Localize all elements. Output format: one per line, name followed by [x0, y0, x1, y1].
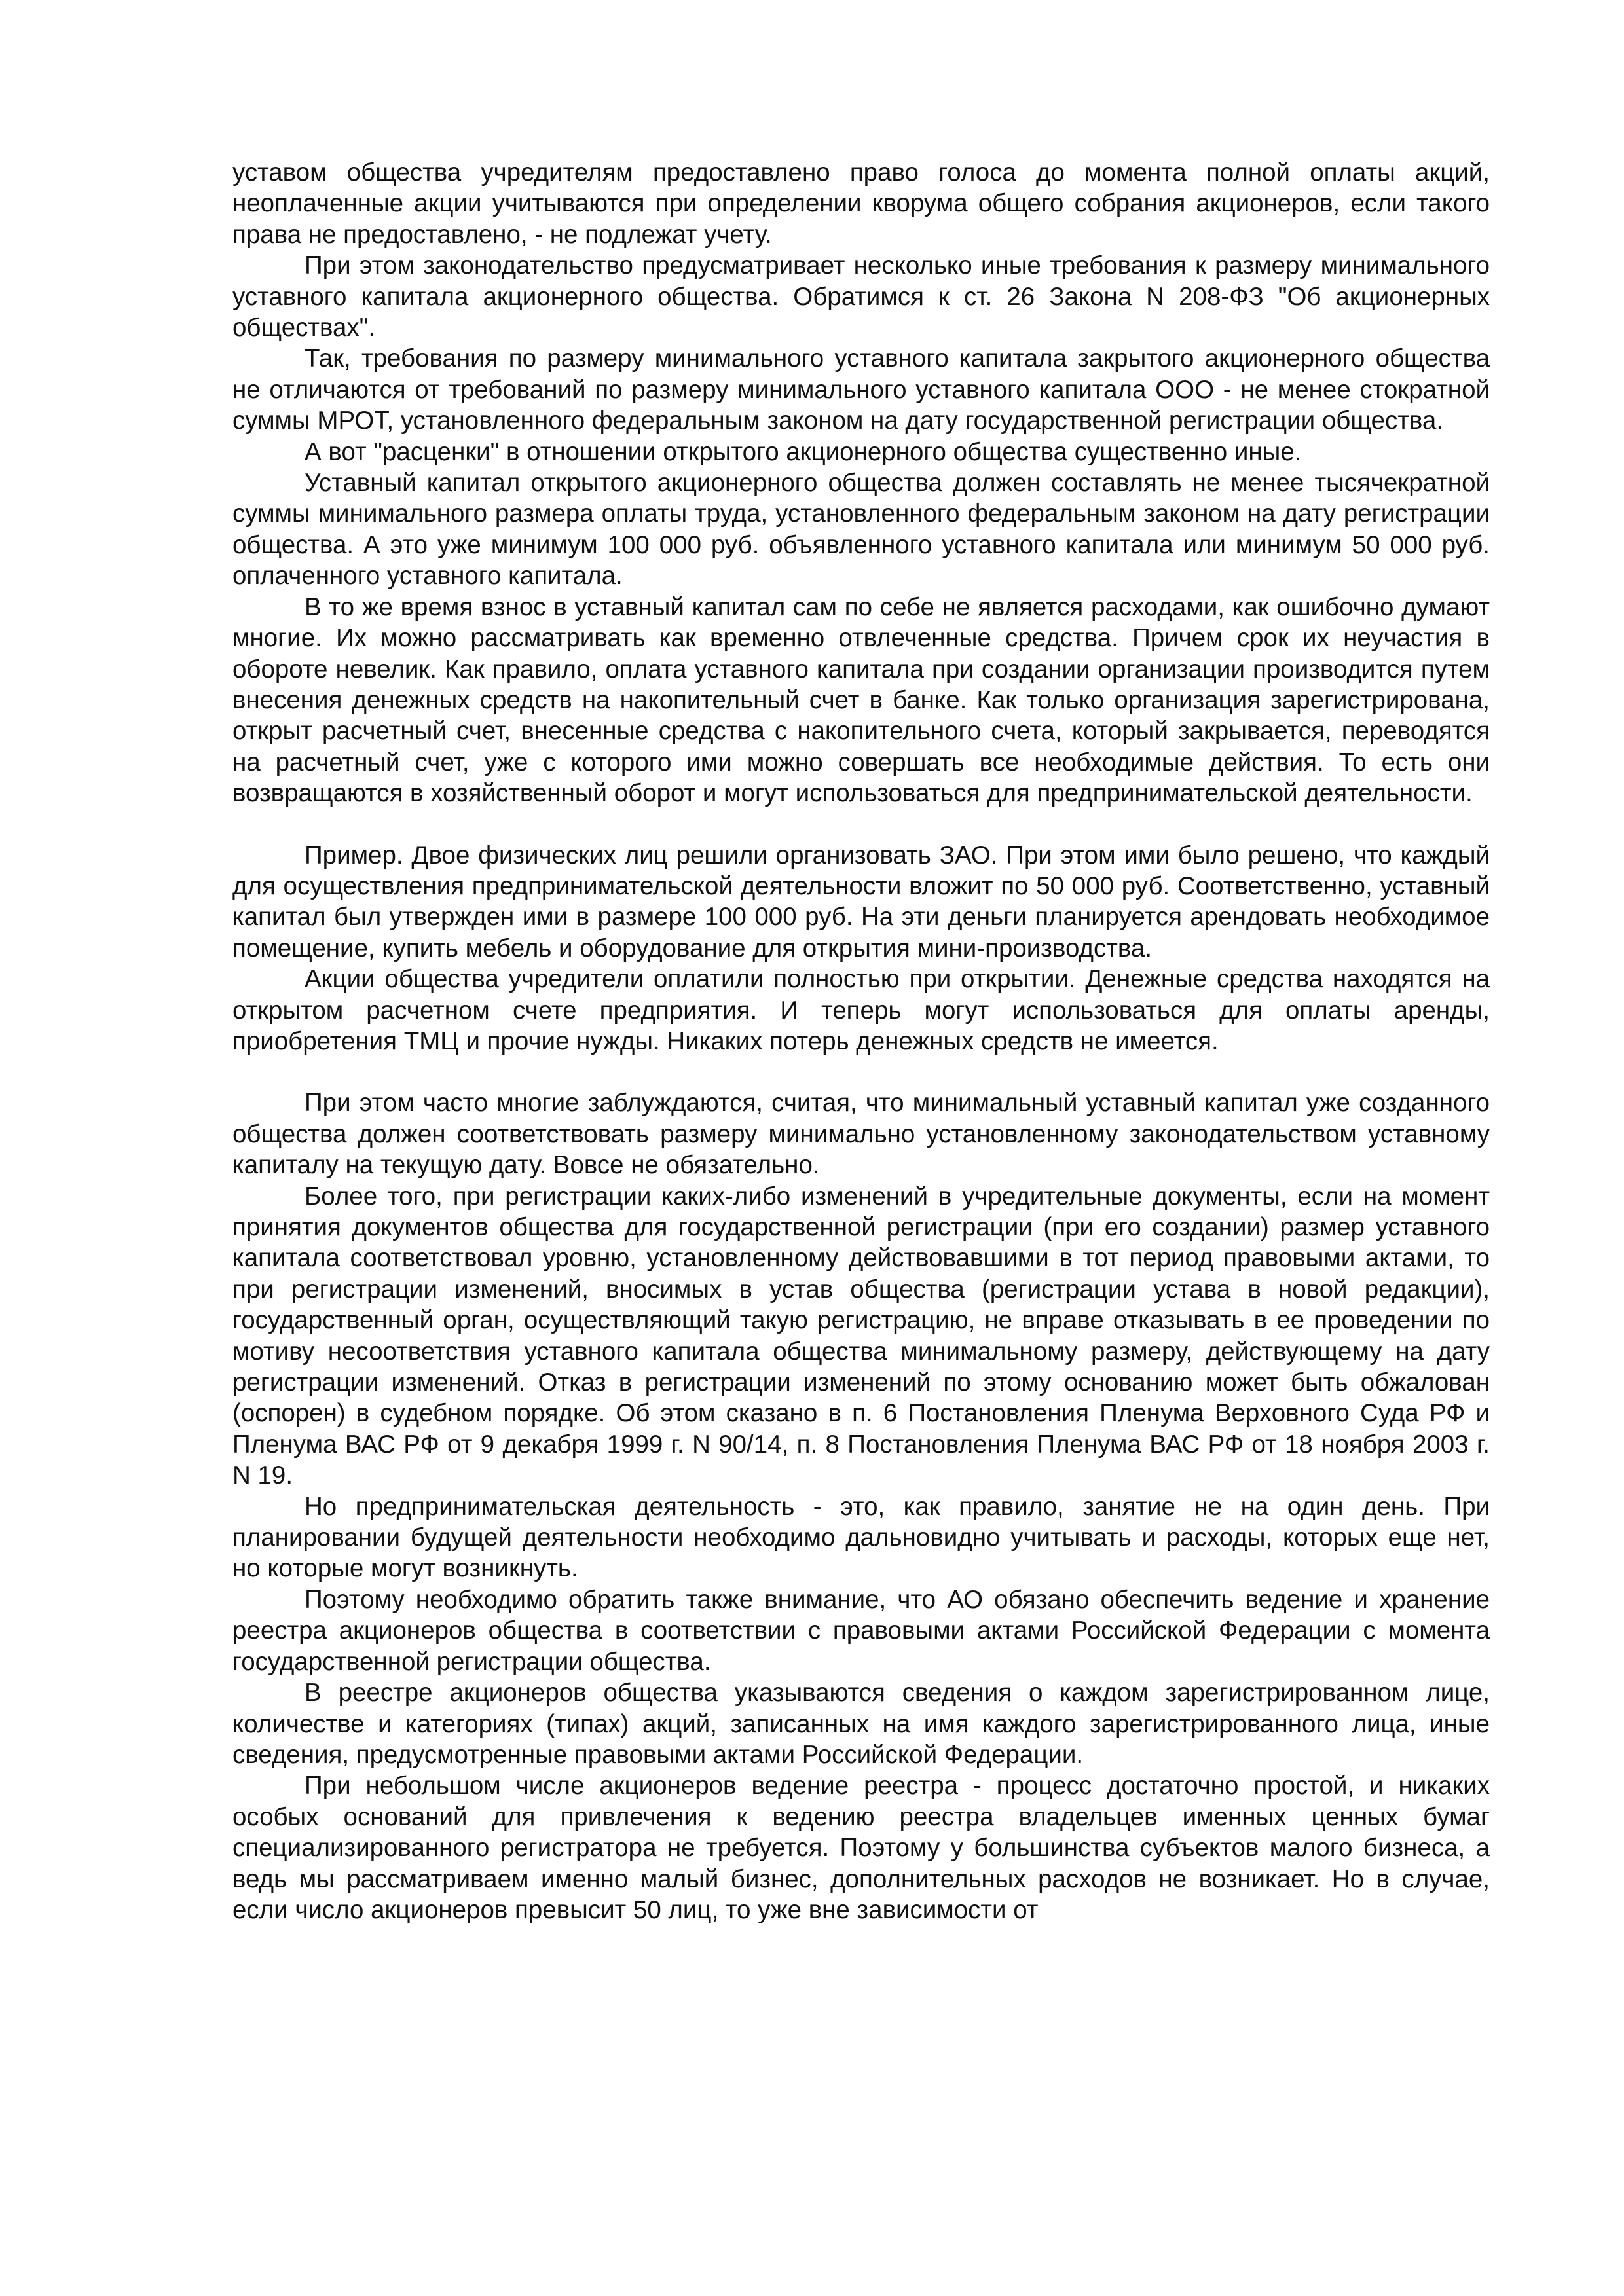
paragraph-closed-company-capital: Так, требования по размеру минимального уставного капитала закрытого акционерного общества не отличаются от требований по размеру минимального уставного капитала ООО - не менее стократной суммы МРОТ, установленного федеральным законом на дату государственной регистрации общества.	[232, 344, 1490, 435]
document-page	[232, 157, 1490, 1925]
paragraph-example: Пример. Двое физических лиц решили организовать ЗАО. При этом ими было решено, что каждый для осуществления предпринимательской деятельности вложит по 50 000 руб. Соответственно, уставный капитал был утвержден ими в размере 100 000 руб. На эти деньги планируется арендовать необходимое помещение, купить мебель и оборудование для открытия мини-производства.	[232, 841, 1490, 962]
paragraph-legislation-requirements: При этом законодательство предусматривает несколько иные требования к размеру минимального уставного капитала акционерного общества. Обратимся к ст. 26 Закона N 208-ФЗ "Об акционерных обществах".	[232, 251, 1490, 342]
paragraph-business-planning: Но предпринимательская деятельность - это, как правило, занятие не на один день. При планировании будущей деятельности необходимо дальновидно учитывать и расходы, которых еще нет, но которые могут возникнуть.	[232, 1492, 1490, 1583]
paragraph-voting-rights: уставом общества учредителям предоставлено право голоса до момента полной оплаты акций, неоплаченные акции учитываются при определении кворума общего собрания акционеров, если такого права не предоставлено, - не подлежат учету.	[232, 158, 1490, 249]
paragraph-common-misconception: При этом часто многие заблуждаются, считая, что минимальный уставный капитал уже созданного общества должен соответствовать размеру минимально установленному законодательством уставному капиталу на текущую дату. Вовсе не обязательно.	[232, 1089, 1490, 1180]
paragraph-open-company-rates: А вот "расценки" в отношении открытого акционерного общества существенно иные.	[304, 437, 1302, 466]
paragraph-shares-paid: Акции общества учредители оплатили полностью при открытии. Денежные средства находятся на открытом расчетном счете предприятия. И теперь могут использоваться для оплаты аренды, приобретения ТМЦ и прочие нужды. Никаких потерь денежных средств не имеется.	[232, 965, 1490, 1055]
paragraph-register-contents: В реестре акционеров общества указываются сведения о каждом зарегистрированном лице, количестве и категориях (типах) акций, записанных на имя каждого зарегистрированного лица, иные сведения, предусмотренные правовыми актами Российской Федерации.	[232, 1679, 1490, 1769]
paragraph-contribution-not-expense: В то же время взнос в уставный капитал сам по себе не является расходами, как ошибочно думают многие. Их можно рассматривать как временно отвлеченные средства. Причем срок их неучастия в обороте невелик. Как правило, оплата уставного капитала при создании организации производится путем внесения денежных средств на накопительный счет в банке. Как только организация зарегистрирована, открыт расчетный счет, внесенные средства с накопительного счета, который закрывается, переводятся на расчетный счет, уже с которого ими можно совершать все необходимые действия. То есть они возвращаются в хозяйственный оборот и могут использоваться для предпринимательской деятельности.	[232, 592, 1490, 808]
paragraph-shareholder-register: Поэтому необходимо обратить также внимание, что АО обязано обеспечить ведение и хранение реестра акционеров общества в соответствии с правовыми актами Российской Федерации с момента государственной регистрации общества.	[232, 1585, 1490, 1676]
paragraph-open-company-capital: Уставный капитал открытого акционерного общества должен составлять не менее тысячекратной суммы минимального размера оплаты труда, установленного федеральным законом на дату регистрации общества. А это уже минимум 100 000 руб. объявленного уставного капитала или минимум 50 000 руб. оплаченного уставного капитала.	[232, 469, 1490, 591]
paragraph-registration-changes: Более того, при регистрации каких-либо изменений в учредительные документы, если на момент принятия документов общества для государственной регистрации (при его создании) размер уставного капитала соответствовал уровню, установленному действовавшими в тот период правовыми актами, то при регистрации изменений, вносимых в устав общества (регистрации устава в новой редакции), государственный орган, осуществляющий такую регистрацию, не вправе отказывать в ее проведении по мотиву несоответствия уставного капитала общества минимальному размеру, действующему на дату регистрации изменений. Отказ в регистрации изменений по этому основанию может быть обжалован (оспорен) в судебном порядке. Об этом сказано в п. 6 Постановления Пленума Верховного Суда РФ и Пленума ВАС РФ от 9 декабря 1999 г. N 90/14, п. 8 Постановления Пленума ВАС РФ от 18 ноября 2003 г. N 19.	[232, 1182, 1490, 1490]
paragraph-small-shareholders: При небольшом числе акционеров ведение реестра - процесс достаточно простой, и никаких особых оснований для привлечения к ведению реестра владельцев именных ценных бумаг специализированного регистратора не требуется. Поэтому у большинства субъектов малого бизнеса, а ведь мы рассматриваем именно малый бизнес, дополнительных расходов не возникает. Но в случае, если число акционеров превысит 50 лиц, то уже вне зависимости от	[232, 1772, 1490, 1924]
